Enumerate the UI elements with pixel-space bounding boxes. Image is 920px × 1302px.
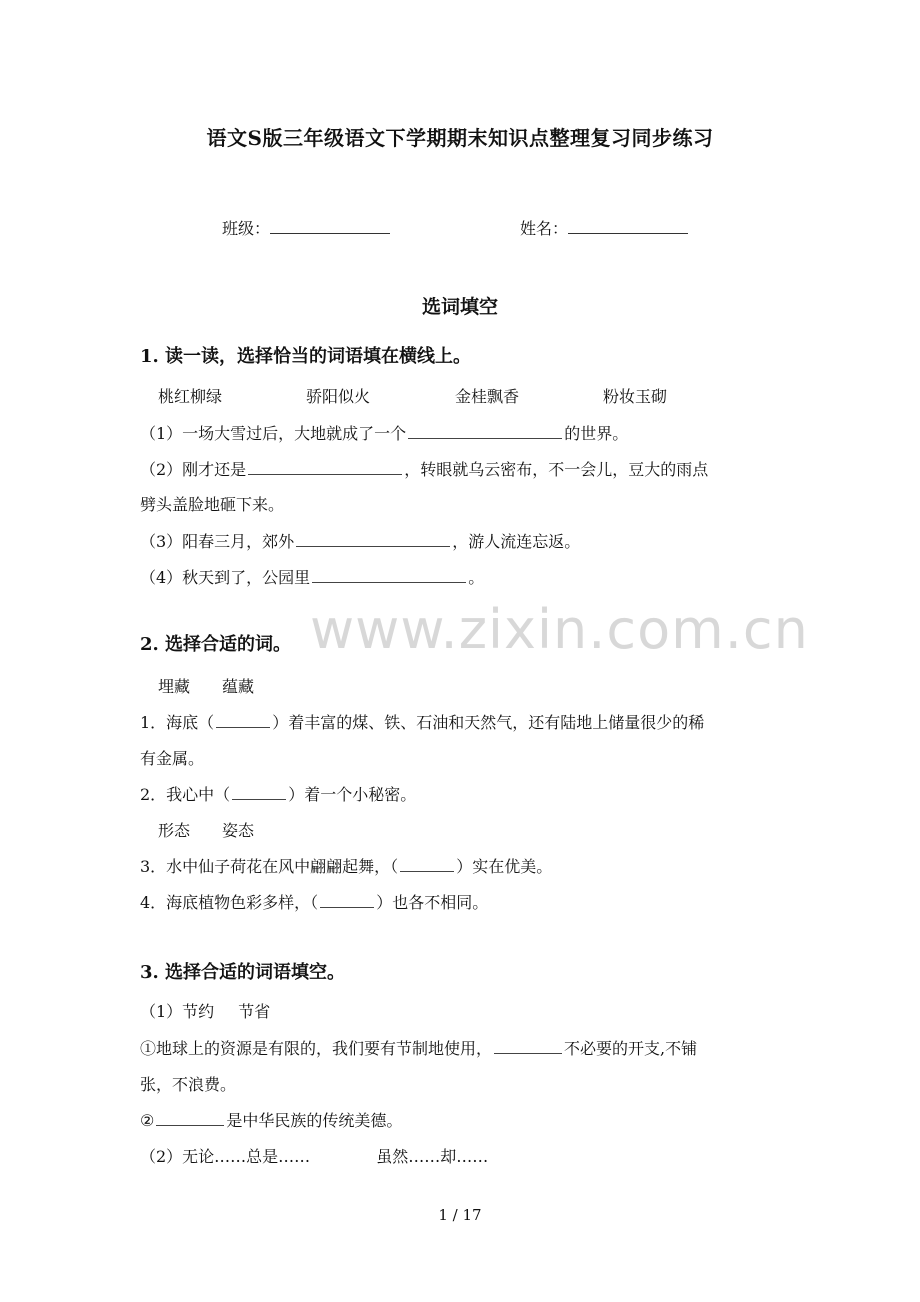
- q3-sub2-word2: 虽然……却……: [376, 1147, 489, 1166]
- q1-item-4-tail: 。: [468, 568, 485, 587]
- name-blank: [568, 232, 688, 234]
- q1-word-4: 粉妆玉砌: [603, 387, 668, 406]
- q2-item-1-tail: ）着丰富的煤、铁、石油和天然气，还有陆地上储量很少的稀: [272, 713, 705, 732]
- q2-item-1: [140, 710, 704, 733]
- q1-item-3-tail: ，游人流连忘返。: [452, 532, 581, 551]
- q1-item-3-text: （3）阳春三月，郊外: [140, 532, 295, 551]
- q1-item-4: [140, 565, 484, 588]
- q3-line-1-tail: 不必要的开支,不铺: [564, 1039, 698, 1058]
- q1-word-3: 金桂飘香: [455, 387, 520, 406]
- q2-item-4-tail: ）也各不相同。: [376, 893, 489, 912]
- watermark: www.zixin.com.cn: [310, 598, 809, 661]
- q1-word-2: 骄阳似火: [306, 387, 371, 406]
- q3-sub1-word1: （1）节约: [140, 1002, 215, 1021]
- q1-item-1-tail: 的世界。: [564, 424, 629, 443]
- answer-blank: [400, 871, 454, 872]
- q3-sub2-label: [140, 1144, 488, 1167]
- answer-blank: [156, 1125, 224, 1126]
- q2-item-2-text: 2．我心中（: [140, 785, 231, 804]
- q2-item-3-text: 3．水中仙子荷花在风中翩翩起舞，（: [140, 857, 399, 876]
- answer-blank: [232, 799, 286, 800]
- q3-sub1-label: [140, 999, 270, 1022]
- q2-item-3: [140, 854, 552, 877]
- q1-item-2-continued: 劈头盖脸地砸下来。: [140, 495, 285, 514]
- q1-item-1: [140, 421, 628, 444]
- section-title: 选词填空: [421, 296, 498, 318]
- q2-item-3-tail: ）实在优美。: [456, 857, 553, 876]
- q3-line-2: [140, 1108, 402, 1131]
- class-field: [222, 216, 390, 239]
- answer-blank: [216, 727, 270, 728]
- page-number: 1 / 17: [438, 1206, 482, 1224]
- q2-heading: 2. 选择合适的词。: [140, 634, 292, 655]
- q3-sub1-word2: 节省: [238, 1002, 271, 1021]
- q3-line-1: [140, 1036, 697, 1059]
- q2-word-4: 姿态: [222, 821, 255, 840]
- q2-item-2: [140, 782, 416, 805]
- q1-item-2-tail: ，转眼就乌云密布，不一会儿，豆大的雨点: [404, 460, 709, 479]
- q3-line-1-text: ①地球上的资源是有限的，我们要有节制地使用，: [140, 1039, 493, 1058]
- answer-blank: [312, 582, 466, 583]
- document-title: 语文S版三年级语文下学期期末知识点整理复习同步练习: [206, 126, 714, 150]
- answer-blank: [408, 438, 562, 439]
- q3-line-1-continued: 张，不浪费。: [140, 1075, 237, 1094]
- q1-item-1-text: （1）一场大雪过后，大地就成了一个: [140, 424, 407, 443]
- q1-item-3: [140, 529, 580, 552]
- class-blank: [270, 232, 390, 234]
- answer-blank: [320, 907, 374, 908]
- q2-item-1-continued: 有金属。: [140, 749, 205, 768]
- q1-item-4-text: （4）秋天到了，公园里: [140, 568, 311, 587]
- q1-word-1: 桃红柳绿: [158, 387, 223, 406]
- answer-blank: [296, 546, 450, 547]
- answer-blank: [494, 1053, 562, 1054]
- q2-item-1-text: 1．海底（: [140, 713, 215, 732]
- q2-item-4-text: 4．海底植物色彩多样，（: [140, 893, 319, 912]
- q2-word-3: 形态: [158, 821, 191, 840]
- q2-word-1: 埋藏: [158, 677, 191, 696]
- q3-heading: 3. 选择合适的词语填空。: [140, 962, 346, 983]
- q1-item-2: [140, 457, 708, 480]
- name-field: [520, 216, 688, 239]
- q1-item-2-text: （2）刚才还是: [140, 460, 247, 479]
- class-label: 班级：: [222, 219, 271, 238]
- q3-sub2-word1: （2）无论……总是……: [140, 1147, 311, 1166]
- name-label: 姓名：: [520, 219, 569, 238]
- q2-item-2-tail: ）着一个小秘密。: [288, 785, 417, 804]
- q2-item-4: [140, 890, 488, 913]
- q3-line-2-tail: 是中华民族的传统美德。: [226, 1111, 403, 1130]
- answer-blank: [248, 474, 402, 475]
- q2-word-2: 蕴藏: [222, 677, 255, 696]
- q3-line-2-text: ②: [140, 1111, 155, 1130]
- q1-heading: 1. 读一读，选择恰当的词语填在横线上。: [140, 346, 472, 367]
